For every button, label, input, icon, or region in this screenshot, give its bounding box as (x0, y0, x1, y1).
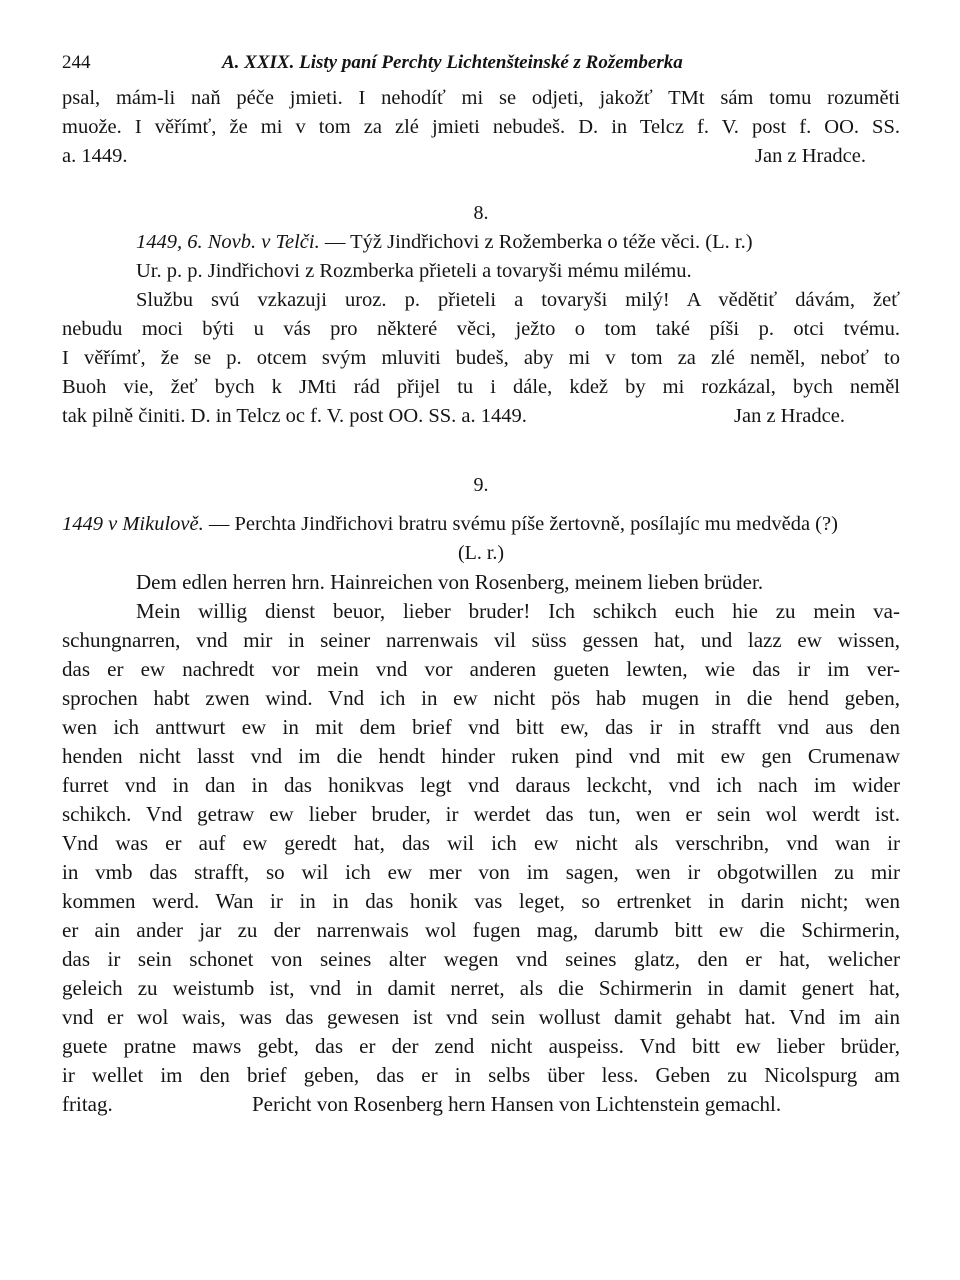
text-line: ir wellet im den brief geben, das er in selbs über less. Geben zu Nicolspurg am (62, 1063, 900, 1087)
letter-address: Ur. p. p. Jindřichovi z Rozmberka přieteli a tovaryši mému milému. (136, 260, 692, 282)
heading-summary: — Perchta Jindřichovi bratru svému píše žertovně, posílajíc mu medvěda (?) (203, 513, 838, 535)
previous-letter-ending (62, 84, 900, 171)
document-page (62, 52, 900, 1119)
text-line: furret vnd in dan in das honikvas legt vnd daraus leckcht, vnd ich nach im wider (62, 773, 900, 797)
text-line: Službu svú vzkazuji uroz. p. přieteli a tovaryši milý! A vědětiť dávám, žeť (136, 289, 900, 311)
text-line: schikch. Vnd getraw ew lieber bruder, ir werdet das tun, wen er sein wol werdt ist. (62, 802, 900, 826)
signature: Jan z Hradce. (755, 145, 866, 167)
letter-number: 9. (473, 474, 489, 496)
letter-heading (62, 510, 900, 539)
text-line: kommen werd. Wan ir in in das honik vas leget, so ertrenket in darin nicht; wen (62, 889, 900, 913)
text-line: das er ew nachredt vor mein vnd vor anderen gueten lewten, wie das ir im ver- (62, 657, 900, 681)
text-line: das ir sein schonet von seines alter wegen vnd seines glatz, den er hat, welicher (62, 947, 900, 971)
text-line: psal, mám-li naň péče jmieti. I nehodíť mi se odjeti, jakožť TMt sám tomu rozuměti (62, 87, 900, 109)
text-line: sprochen habt zwen wind. Vnd ich in ew nicht pös hab mugen in die hend geben, (62, 686, 900, 710)
text-line: in vmb das strafft, so wil ich ew mer von im sagen, wen ir obgotwillen zu mir (62, 860, 900, 884)
heading-continuation: (L. r.) (457, 542, 505, 564)
letter-9 (62, 471, 900, 1119)
text-line: Buoh vie, žeť bych k JMti rád přijel tu i dále, kdež by mi rozkázal, bych neměl (62, 376, 900, 398)
text-line: Mein willig dienst beuor, lieber bruder! Ich schikch euch hie zu mein va- (136, 599, 900, 623)
letter-number: 8. (473, 202, 489, 224)
text-line: Vnd was er auf ew geredt hat, das wil ich ew nicht als verschribn, vnd wan ir (62, 831, 900, 855)
signature: Jan z Hradce. (734, 405, 845, 427)
closing-line (62, 402, 900, 431)
heading-date-place: 1449 v Mikulově. (62, 513, 204, 535)
closing-line (62, 1090, 900, 1119)
date-line (62, 142, 900, 171)
text-line: schungnarren, vnd mir in seiner narrenwais vil süss gessen hat, und lazz ew wissen, (62, 628, 900, 652)
text-line: guete pratne maws gebt, das er der zend nicht auspeiss. Vnd bitt ew lieber brüder, (62, 1034, 900, 1058)
letter-8 (62, 199, 900, 431)
letter-heading (62, 228, 900, 257)
text-line: I věřímť, že se p. otcem svým mluviti budeš, aby mi v tom za zlé neměl, neboť to (62, 347, 900, 369)
closing-signature: Pericht von Rosenberg hern Hansen von Lichtenstein gemachl. (252, 1092, 782, 1116)
page-header (62, 52, 900, 84)
text-line: nebudu moci býti u vás pro některé věci, ježto o tom také píši p. otci tvému. (62, 318, 900, 340)
heading-summary: — Týž Jindřichovi z Rožemberka o téže věci. (L. r.) (319, 231, 753, 253)
text-line: geleich zu weistumb ist, vnd in damit nerret, als die Schirmerin in damit genert hat, (62, 976, 900, 1000)
page-number: 244 (62, 52, 91, 73)
text-line: er ain ander jar zu der narrenwais wol fugen mag, darumb bitt ew die Schirmerin, (62, 918, 900, 942)
letter-date: tak pilně činiti. D. in Telcz oc f. V. post OO. SS. a. 1449. (62, 405, 527, 427)
running-title: A. XXIX. Listy paní Perchty Lichtenšteinské z Rožemberka (222, 52, 683, 73)
letter-date: fritag. (62, 1092, 113, 1116)
text-line: muože. I věřímť, že mi v tom za zlé jmieti nebudeš. D. in Telcz f. V. post f. OO. SS. (62, 116, 900, 138)
letter-address: Dem edlen herren hrn. Hainreichen von Rosenberg, meinem lieben brüder. (136, 570, 764, 594)
text-line: vnd er wol wais, was das gewesen ist vnd sein wollust damit gehabt hat. Vnd im ain (62, 1005, 900, 1029)
text-line: henden nicht lasst vnd im die hendt hinder ruken pind vnd mit ew gen Crumenaw (62, 744, 900, 768)
letter-date: a. 1449. (62, 145, 128, 167)
text-line: wen ich anttwurt ew in mit dem brief vnd bitt ew, das ir in strafft vnd aus den (62, 715, 900, 739)
heading-date-place: 1449, 6. Novb. v Telči. (136, 231, 320, 253)
